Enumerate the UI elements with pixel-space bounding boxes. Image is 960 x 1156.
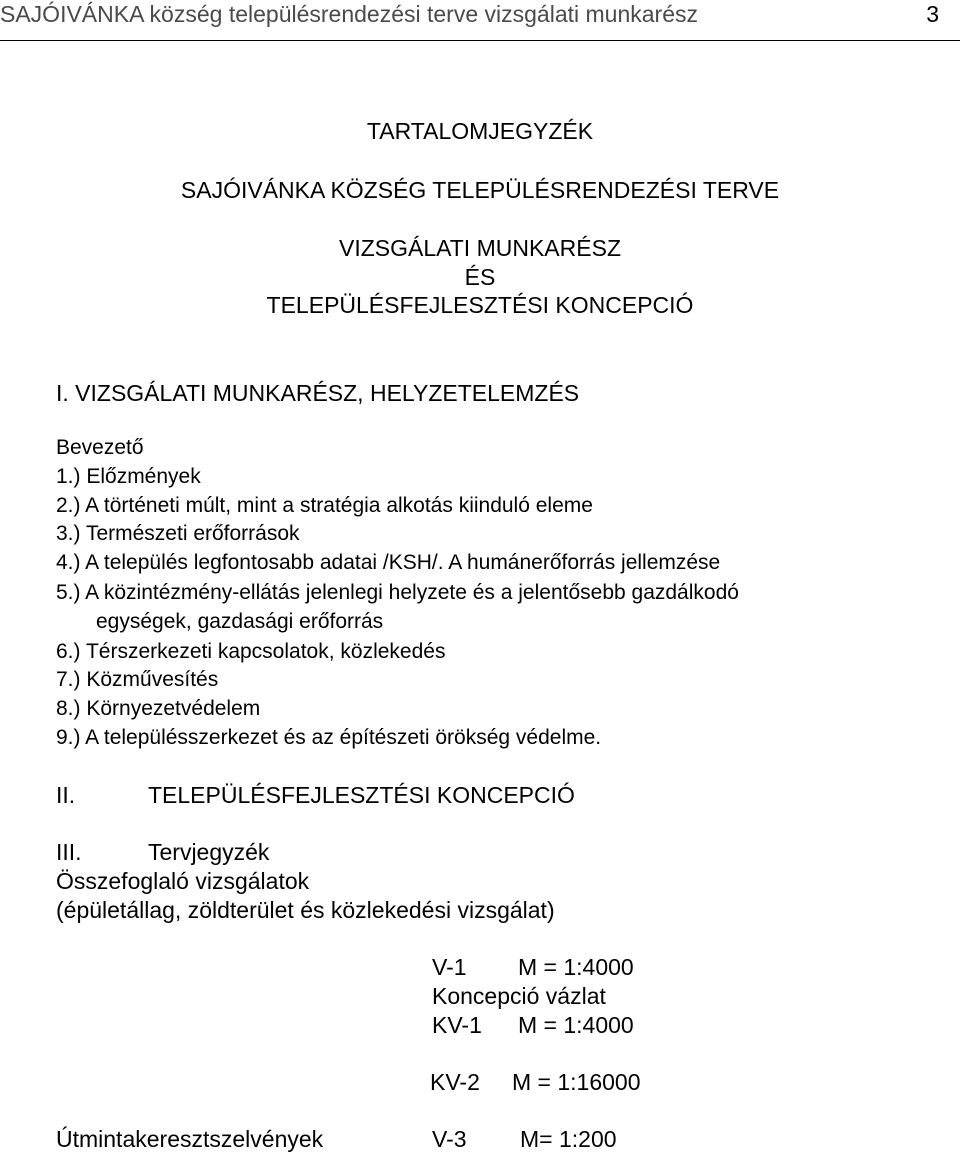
subtitle-2: ÉS xyxy=(464,264,496,290)
toc-item: Bevezető xyxy=(56,436,144,459)
plan-scale: M = 1:16000 xyxy=(512,1069,641,1095)
plan-label: Útmintakeresztszelvények xyxy=(56,1126,324,1152)
toc-item: 6.) Térszerkezeti kapcsolatok, közlekedés xyxy=(56,640,446,663)
toc-item: 2.) A történeti múlt, mint a stratégia alkotás kiinduló eleme xyxy=(56,494,593,517)
plan-label: Koncepció vázlat xyxy=(432,983,606,1009)
toc-item: 1.) Előzmények xyxy=(56,465,201,488)
section-2-number: II. xyxy=(56,782,76,808)
summary-surveys-detail: (épületállag, zöldterület és közlekedési vizsgálat) xyxy=(56,897,555,923)
subtitle-1: VIZSGÁLATI MUNKARÉSZ xyxy=(338,235,621,261)
toc-item: 5.) A közintézmény-ellátás jelenlegi helyzete és a jelentősebb gazdálkodó xyxy=(56,581,739,604)
plan-scale: M = 1:4000 xyxy=(518,1012,634,1038)
toc-title: TARTALOMJEGYZÉK xyxy=(366,118,594,144)
page-number: 3 xyxy=(926,1,939,27)
toc-item: 7.) Közművesítés xyxy=(56,668,219,691)
page-header xyxy=(0,0,960,41)
summary-surveys: Összefoglaló vizsgálatok xyxy=(56,868,310,894)
subtitle-3: TELEPÜLÉSFEJLESZTÉSI KONCEPCIÓ xyxy=(266,292,694,318)
toc-item: 3.) Természeti erőforrások xyxy=(56,522,300,545)
section-3-label: Tervjegyzék xyxy=(148,839,270,865)
plan-code: V-3 xyxy=(432,1126,467,1152)
section-2-label: TELEPÜLÉSFEJLESZTÉSI KONCEPCIÓ xyxy=(148,782,575,808)
plan-code: KV-2 xyxy=(430,1069,480,1095)
plan-scale: M= 1:200 xyxy=(520,1126,617,1152)
toc-item: 8.) Környezetvédelem xyxy=(56,697,261,720)
plan-title: SAJÓIVÁNKA KÖZSÉG TELEPÜLÉSRENDEZÉSI TERVE xyxy=(180,177,780,203)
plan-code: V-1 xyxy=(432,954,467,980)
toc-item-continuation: egységek, gazdasági erőforrás xyxy=(96,610,384,633)
section-3-number: III. xyxy=(56,839,82,865)
plan-code: KV-1 xyxy=(432,1012,482,1038)
plan-scale: M = 1:4000 xyxy=(518,954,634,980)
toc-item: 4.) A település legfontosabb adatai /KSH/. A humánerőforrás jellemzése xyxy=(56,551,721,574)
header-title: SAJÓIVÁNKA község településrendezési terve vizsgálati munkarész xyxy=(0,1,698,27)
toc-item: 9.) A településszerkezet és az építészeti örökség védelme. xyxy=(56,726,602,749)
section-1-heading: I. VIZSGÁLATI MUNKARÉSZ, HELYZETELEMZÉS xyxy=(56,380,580,406)
